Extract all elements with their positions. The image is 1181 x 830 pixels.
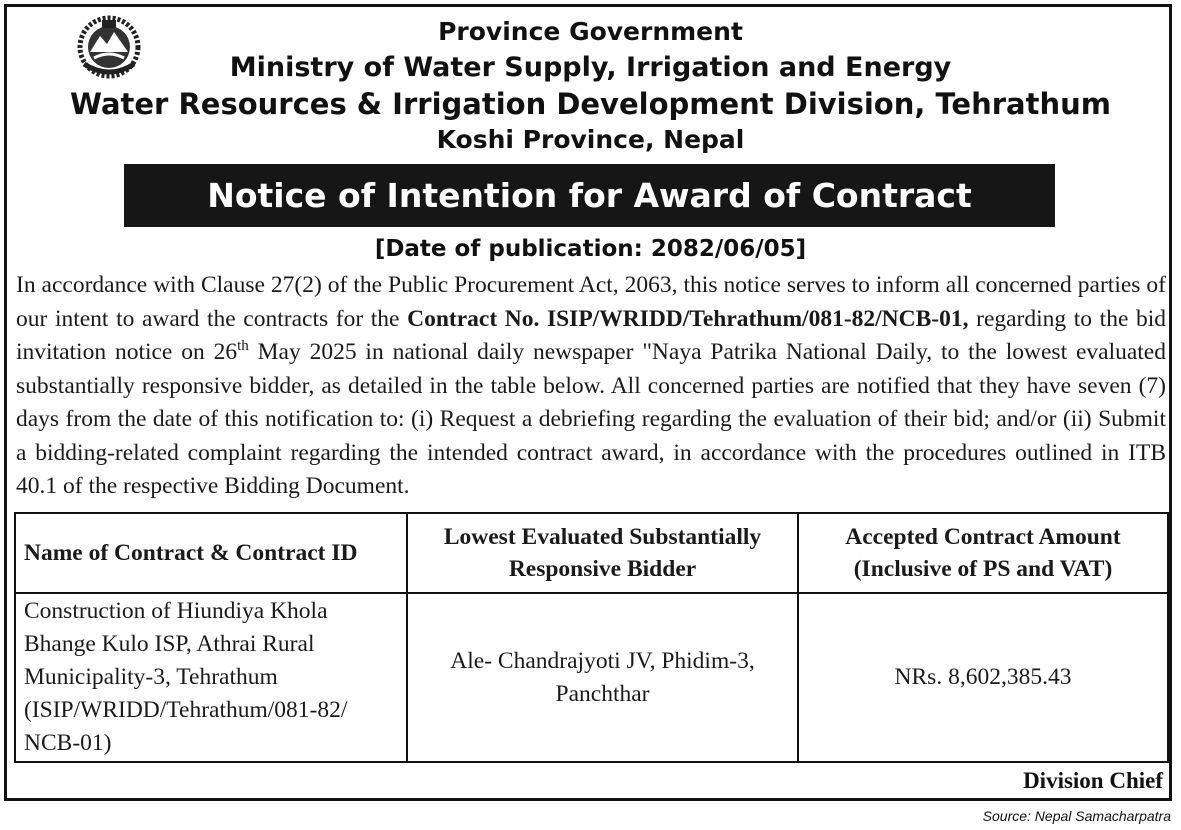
header-ministry: Ministry of Water Supply, Irrigation and Energy [229,52,952,83]
date-suffix: th [237,338,249,355]
cell-amount: NRs. 8,602,385.43 [798,593,1168,762]
source-credit: Source: Nepal Samacharpatra [982,808,1171,824]
header-location: Koshi Province, Nepal [436,125,745,154]
header-province: Province Government [438,17,743,46]
cell-contract: Construction of Hiundiya Khola Bhange Kulo ISP, Athrai Rural Municipality-3, Tehrathum (ISIP/WRIDD/Tehrathum/081-82/ NCB-01) [15,593,407,762]
body-text-1: In accordance with Clause 27(2) of the Public Procurement Act, 2063, this notice serves to inform all concerned parties of our intent to award the contracts for the [16,272,1166,332]
notice-body [16,269,1166,504]
notice-title: Notice of Intention for Award of Contract [124,164,1055,227]
header-contract: Name of Contract & Contract ID [15,513,407,593]
table-row [15,593,1168,762]
header-division: Water Resources & Irrigation Development Division, Tehrathum [70,87,1111,121]
cell-bidder: Ale- Chandrajyoti JV, Phidim-3, Panchthar [407,593,798,762]
award-table [14,512,1169,763]
publication-date: [Date of publication: 2082/06/05] [374,236,807,262]
body-text-2: regarding to the bid invitation notice on 26 [16,305,1167,365]
table-header-row [15,513,1168,593]
body-text-3: May 2025 in national daily newspaper "Naya Patrika National Daily, to the lowest evaluated substantially responsive bidder, as detailed in the table below. All concerned parties are notified that they have seven (7) days from the date of this notification to: (i) Request a debriefing regarding the evaluation of their bid; and/or (ii) Submit a bidding-related complaint regarding the intended contract award, in accordance with the procedures outlined in ITB 40.1 of the respective Bidding Document. [16,339,1166,499]
header-amount: Accepted Contract Amount (Inclusive of PS and VAT) [798,513,1168,593]
header-bidder: Lowest Evaluated Substantially Responsive Bidder [407,513,798,593]
contract-number: Contract No. ISIP/WRIDD/Tehrathum/081-82/NCB-01, [407,305,969,332]
signature-division-chief: Division Chief [1023,768,1163,793]
